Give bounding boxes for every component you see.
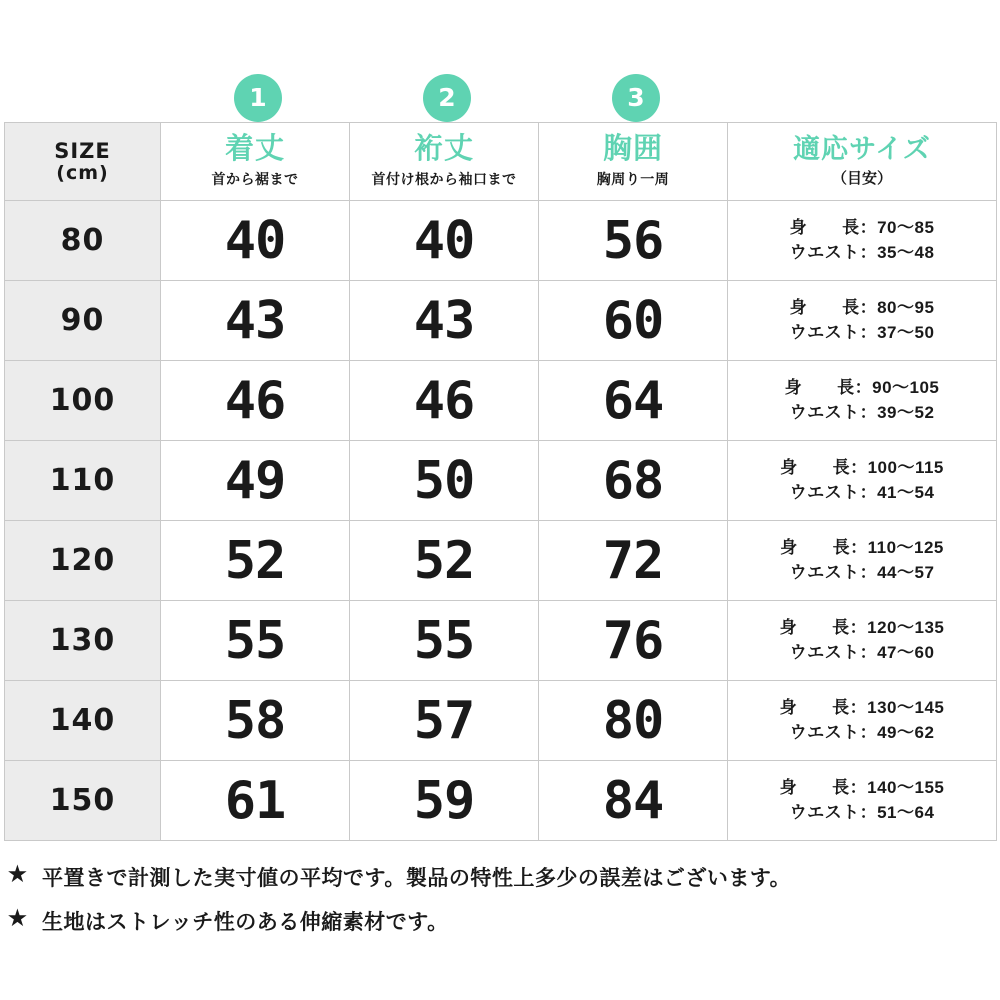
cell-chest: 68 — [539, 441, 728, 521]
cell-fit — [728, 281, 997, 361]
measurement-badge-3: 3 — [612, 74, 660, 122]
measurement-badge-1: 1 — [234, 74, 282, 122]
star-icon: ★ — [8, 907, 28, 930]
cell-chest: 72 — [539, 521, 728, 601]
table-row — [5, 281, 997, 361]
fit-height: 身 長：130〜145 — [779, 697, 945, 717]
cell-body-length: 52 — [161, 521, 350, 601]
fit-height: 身 長：80〜95 — [789, 297, 935, 317]
cell-body-length: 49 — [161, 441, 350, 521]
cell-size: 100 — [5, 361, 161, 441]
fit-waist: ウエスト：37〜50 — [789, 322, 935, 342]
header-chest-title: 胸囲 — [602, 133, 663, 166]
table-row — [5, 681, 997, 761]
cell-size: 80 — [5, 201, 161, 281]
cell-body-length: 40 — [161, 201, 350, 281]
cell-chest: 56 — [539, 201, 728, 281]
fit-waist: ウエスト：41〜54 — [789, 482, 935, 502]
cell-size: 140 — [5, 681, 161, 761]
cell-sleeve-length: 59 — [350, 761, 539, 841]
cell-body-length: 61 — [161, 761, 350, 841]
fit-waist: ウエスト：51〜64 — [789, 802, 935, 822]
cell-body-length: 55 — [161, 601, 350, 681]
header-fit-title: 適応サイズ — [793, 134, 931, 165]
table-row — [5, 441, 997, 521]
cell-sleeve-length: 55 — [350, 601, 539, 681]
header-body-length-title: 着丈 — [224, 133, 285, 166]
note-item — [8, 862, 992, 892]
star-icon: ★ — [8, 863, 28, 886]
header-sleeve-length — [350, 123, 539, 201]
cell-size: 120 — [5, 521, 161, 601]
fit-height: 身 長：90〜105 — [784, 377, 940, 397]
cell-fit — [728, 521, 997, 601]
table-row — [5, 601, 997, 681]
table-row — [5, 201, 997, 281]
fit-height: 身 長：120〜135 — [779, 617, 945, 637]
note-text: 生地はストレッチ性のある伸縮素材です。 — [42, 911, 449, 934]
size-table — [4, 122, 997, 841]
cell-chest: 64 — [539, 361, 728, 441]
header-chest — [539, 123, 728, 201]
cell-fit — [728, 601, 997, 681]
header-sleeve-length-title: 裄丈 — [413, 133, 474, 166]
header-body-length — [161, 123, 350, 201]
note-text: 平置きで計測した実寸値の平均です。製品の特性上多少の誤差はございます。 — [42, 867, 792, 890]
header-size-unit: (cm) — [56, 161, 109, 184]
cell-chest: 60 — [539, 281, 728, 361]
cell-sleeve-length: 40 — [350, 201, 539, 281]
header-body-length-sub: 首から裾まで — [211, 170, 299, 187]
table-header — [5, 123, 997, 201]
cell-size: 150 — [5, 761, 161, 841]
header-fit-sub: （目安） — [831, 169, 892, 187]
header-sleeve-length-sub: 首付け根から袖口まで — [371, 170, 517, 187]
cell-size: 130 — [5, 601, 161, 681]
table-row — [5, 761, 997, 841]
cell-body-length: 58 — [161, 681, 350, 761]
cell-body-length: 46 — [161, 361, 350, 441]
table-row — [5, 521, 997, 601]
cell-fit — [728, 441, 997, 521]
cell-chest: 80 — [539, 681, 728, 761]
cell-size: 90 — [5, 281, 161, 361]
cell-sleeve-length: 57 — [350, 681, 539, 761]
fit-height: 身 長：110〜125 — [780, 537, 944, 557]
fit-waist: ウエスト：44〜57 — [789, 562, 935, 582]
table-body — [5, 201, 997, 841]
fit-height: 身 長：70〜85 — [789, 217, 935, 237]
cell-fit — [728, 761, 997, 841]
header-size — [5, 123, 161, 201]
measurement-badge-row — [0, 74, 1000, 122]
fit-waist: ウエスト：35〜48 — [789, 242, 935, 262]
cell-sleeve-length: 50 — [350, 441, 539, 521]
cell-size: 110 — [5, 441, 161, 521]
cell-fit — [728, 361, 997, 441]
cell-body-length: 43 — [161, 281, 350, 361]
note-item — [8, 906, 992, 936]
fit-waist: ウエスト：47〜60 — [789, 642, 935, 662]
fit-waist: ウエスト：49〜62 — [789, 722, 935, 742]
table-row — [5, 361, 997, 441]
cell-fit — [728, 201, 997, 281]
cell-sleeve-length: 43 — [350, 281, 539, 361]
header-size-label: SIZE — [54, 138, 111, 163]
cell-chest: 76 — [539, 601, 728, 681]
notes-section — [8, 862, 992, 950]
table-header-row — [5, 123, 997, 201]
cell-fit — [728, 681, 997, 761]
header-fit — [728, 123, 997, 201]
fit-waist: ウエスト：39〜52 — [789, 402, 935, 422]
fit-height: 身 長：100〜115 — [780, 457, 944, 477]
cell-chest: 84 — [539, 761, 728, 841]
measurement-badge-2: 2 — [423, 74, 471, 122]
fit-height: 身 長：140〜155 — [779, 777, 945, 797]
header-chest-sub: 胸周り一周 — [596, 170, 670, 187]
cell-sleeve-length: 52 — [350, 521, 539, 601]
cell-sleeve-length: 46 — [350, 361, 539, 441]
